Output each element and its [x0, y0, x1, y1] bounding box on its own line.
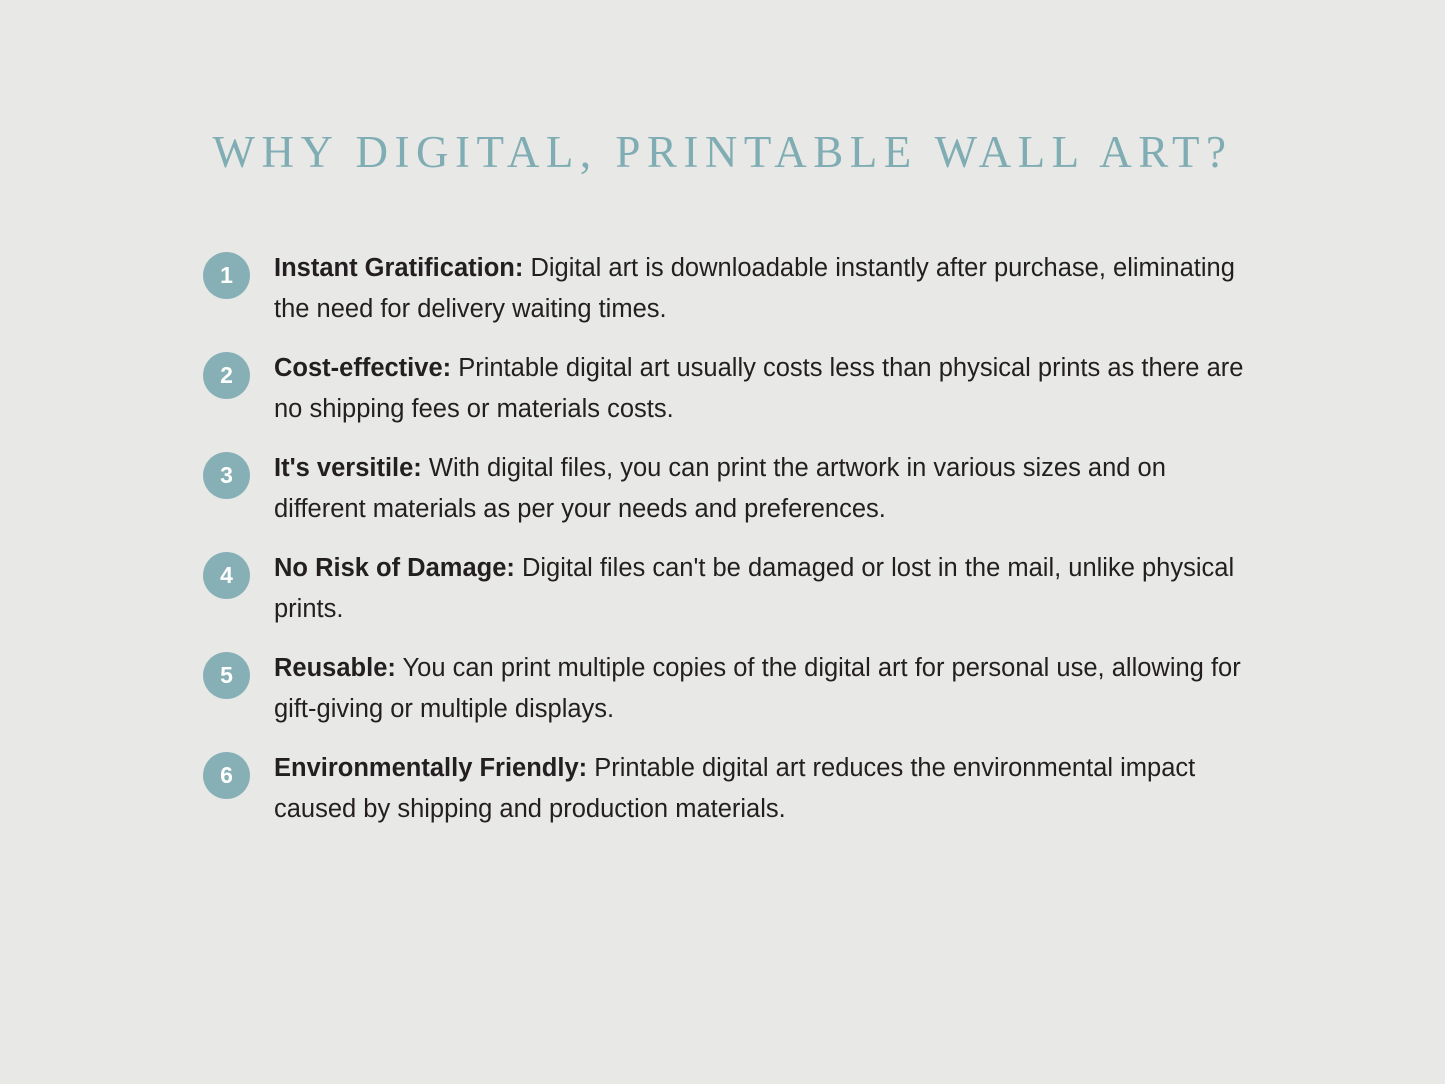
list-item [203, 548, 1263, 630]
list-item-text [274, 748, 1263, 830]
list-item-text [274, 248, 1263, 330]
list-item [203, 448, 1263, 530]
list-item-text [274, 548, 1263, 630]
list-item-number-badge: 5 [203, 652, 250, 699]
list-item-number-badge: 4 [203, 552, 250, 599]
list-item-lead: It's versitile: [274, 454, 422, 482]
list-item-text [274, 448, 1263, 530]
list-item-description: You can print multiple copies of the digital art for personal use, allowing for gift-giving or multiple displays. [274, 654, 1241, 723]
list-item-description: Printable digital art reduces the environmental impact caused by shipping and production materials. [274, 754, 1196, 823]
benefits-list [203, 248, 1263, 848]
list-item-number-badge: 3 [203, 452, 250, 499]
list-item [203, 748, 1263, 830]
list-item-description: With digital files, you can print the artwork in various sizes and on different materials as per your needs and preferences. [274, 454, 1166, 523]
list-item-lead: Cost-effective: [274, 354, 452, 382]
list-item [203, 648, 1263, 730]
list-item-lead: No Risk of Damage: [274, 554, 515, 582]
list-item [203, 248, 1263, 330]
list-item-number-badge: 2 [203, 352, 250, 399]
list-item-number-badge: 1 [203, 252, 250, 299]
list-item-lead: Environmentally Friendly: [274, 754, 588, 782]
page-title: WHY DIGITAL, PRINTABLE WALL ART? [212, 127, 1233, 177]
list-item-description: Digital art is downloadable instantly after purchase, eliminating the need for delivery waiting times. [274, 254, 1235, 323]
list-item-text [274, 648, 1263, 730]
list-item-text [274, 348, 1263, 430]
list-item-lead: Instant Gratification: [274, 254, 524, 282]
list-item [203, 348, 1263, 430]
list-item-number-badge: 6 [203, 752, 250, 799]
list-item-description: Digital files can't be damaged or lost in the mail, unlike physical prints. [274, 554, 1235, 623]
list-item-lead: Reusable: [274, 654, 396, 682]
list-item-description: Printable digital art usually costs less than physical prints as there are no shipping fees or materials costs. [274, 354, 1244, 423]
